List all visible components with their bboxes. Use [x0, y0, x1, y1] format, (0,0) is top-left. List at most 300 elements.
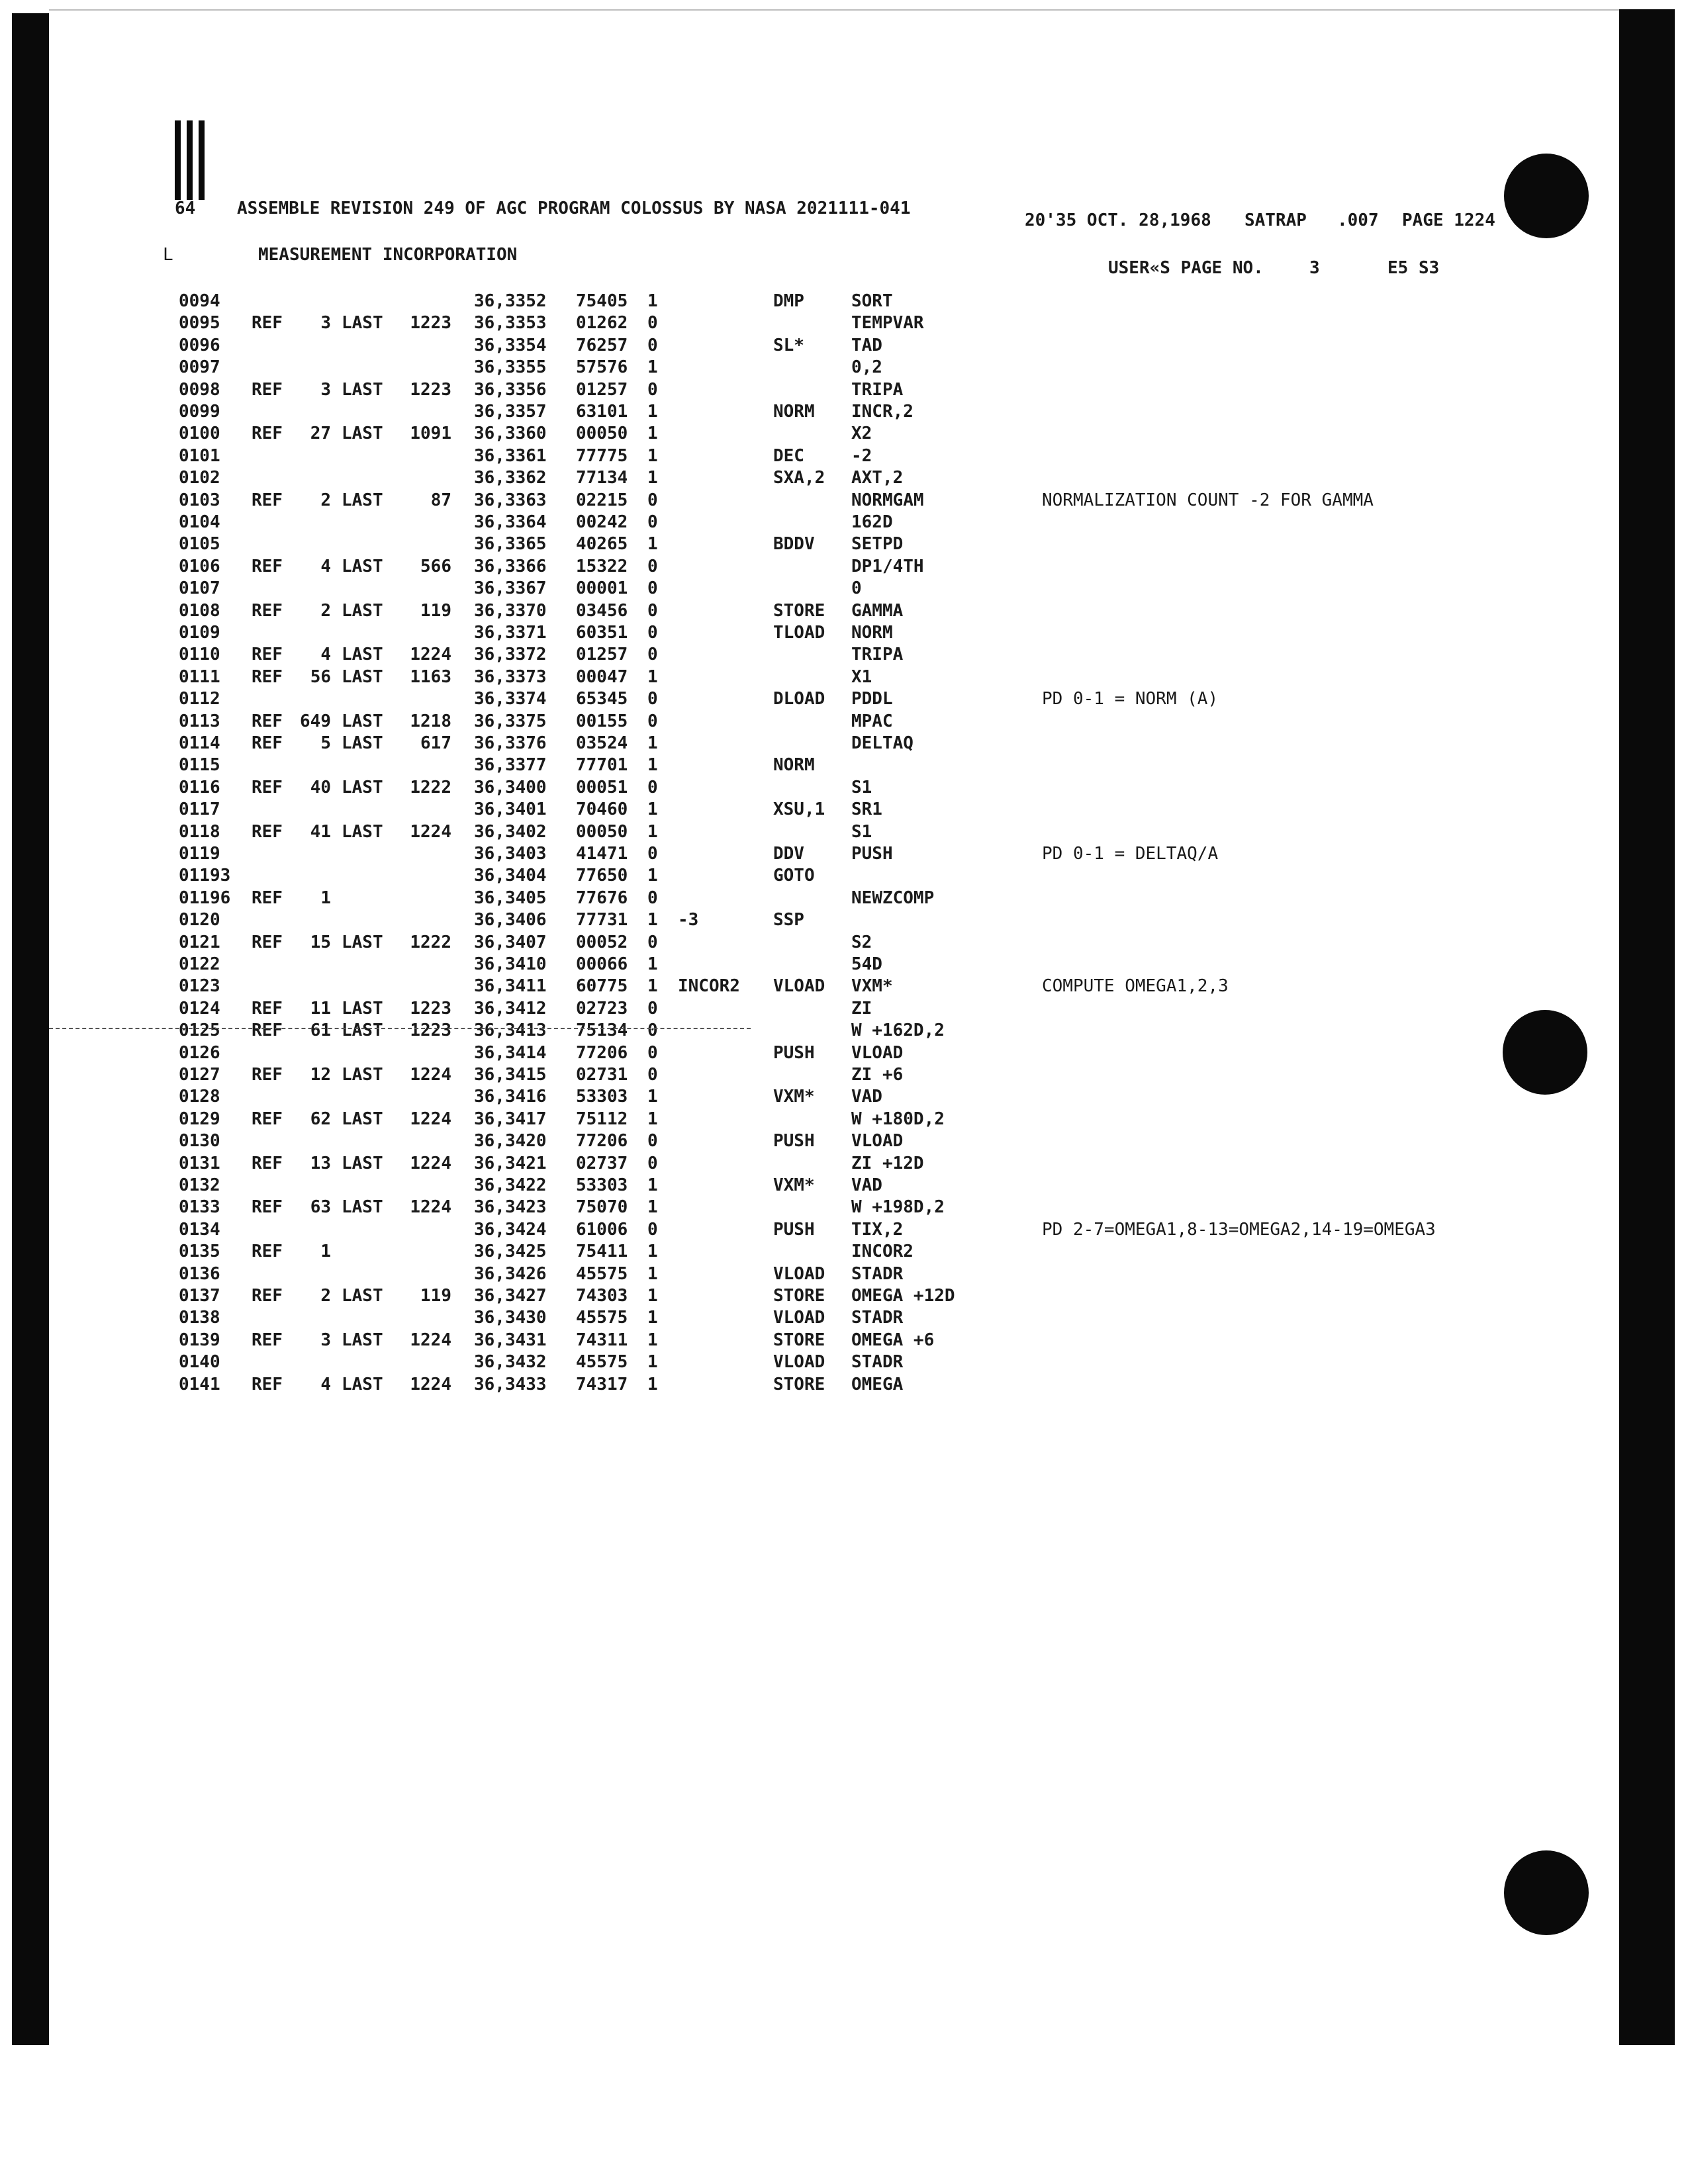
line-number: 0107 — [179, 578, 220, 599]
header-marker: 64 — [175, 199, 196, 218]
opcode: PUSH — [773, 1042, 815, 1063]
parity-bit: 1 — [647, 1109, 658, 1129]
line-number: 0103 — [179, 490, 220, 510]
address: 36,3360 — [474, 424, 547, 444]
ref-marker: REF — [252, 666, 283, 687]
ref-count: 15 — [310, 932, 331, 952]
left-margin-bar — [12, 13, 49, 2045]
ref-count: 649 — [300, 711, 331, 731]
ref-marker: REF — [252, 777, 283, 797]
parity-bit: 0 — [647, 932, 658, 952]
header-satrap-number: .007 — [1337, 210, 1379, 230]
address: 36,3426 — [474, 1263, 547, 1284]
address: 36,3416 — [474, 1087, 547, 1107]
parity-bit: 0 — [647, 313, 658, 334]
octal-code: 74311 — [576, 1330, 628, 1350]
parity-bit: 1 — [647, 1087, 658, 1107]
address: 36,3407 — [474, 932, 547, 952]
line-number: 0120 — [179, 910, 220, 931]
line-number: 0097 — [179, 357, 220, 378]
octal-code: 45575 — [576, 1352, 628, 1373]
punch-hole-bottom — [1504, 1850, 1589, 1935]
parity-bit: 0 — [647, 490, 658, 510]
ref-marker: REF — [252, 711, 283, 731]
parity-bit: 0 — [647, 998, 658, 1019]
right-margin-bar — [1619, 9, 1675, 2045]
address: 36,3402 — [474, 821, 547, 842]
opcode: VLOAD — [773, 1352, 825, 1373]
address: 36,3400 — [474, 777, 547, 797]
ref-marker: REF — [252, 490, 283, 510]
parity-bit: 1 — [647, 866, 658, 886]
octal-code: 74317 — [576, 1374, 628, 1394]
parity-bit: 1 — [647, 1242, 658, 1262]
line-number: 0130 — [179, 1131, 220, 1152]
last-page: 617 — [420, 733, 451, 753]
operand: 162D — [851, 512, 893, 532]
line-number: 0118 — [179, 821, 220, 842]
opcode: DEC — [773, 445, 804, 466]
last-page: 1223 — [410, 998, 451, 1019]
octal-code: 40265 — [576, 534, 628, 555]
address: 36,3406 — [474, 910, 547, 931]
last-label: LAST — [342, 1065, 383, 1085]
line-number: 0104 — [179, 512, 220, 532]
address: 36,3420 — [474, 1131, 547, 1152]
header-satrap: SATRAP — [1244, 210, 1307, 230]
line-number: 0131 — [179, 1153, 220, 1173]
line-number: 0102 — [179, 468, 220, 488]
opcode: DDV — [773, 844, 804, 864]
parity-bit: 1 — [647, 291, 658, 311]
ref-marker: REF — [252, 1065, 283, 1085]
line-number: 0096 — [179, 335, 220, 355]
opcode: STORE — [773, 1286, 825, 1306]
opcode: DLOAD — [773, 689, 825, 709]
ref-marker: REF — [252, 556, 283, 576]
ref-marker: REF — [252, 1021, 283, 1041]
operand: STADR — [851, 1308, 904, 1328]
address: 36,3411 — [474, 976, 547, 997]
address: 36,3421 — [474, 1153, 547, 1173]
user-page-code: E5 S3 — [1387, 258, 1440, 278]
parity-bit: 1 — [647, 445, 658, 466]
octal-code: 65345 — [576, 689, 628, 709]
octal-code: 77206 — [576, 1131, 628, 1152]
ref-marker: REF — [252, 998, 283, 1019]
parity-bit: 1 — [647, 666, 658, 687]
operand: MPAC — [851, 711, 893, 731]
line-number: 0113 — [179, 711, 220, 731]
parity-bit: 1 — [647, 1374, 658, 1394]
address: 36,3366 — [474, 556, 547, 576]
address: 36,3414 — [474, 1042, 547, 1063]
address: 36,3377 — [474, 755, 547, 776]
parity-bit: 0 — [647, 1153, 658, 1173]
address: 36,3417 — [474, 1109, 547, 1129]
parity-bit: 1 — [647, 799, 658, 820]
octal-code: 45575 — [576, 1263, 628, 1284]
line-number: 0132 — [179, 1175, 220, 1195]
last-page: 1224 — [410, 1109, 451, 1129]
parity-bit: 0 — [647, 844, 658, 864]
opcode: NORM — [773, 402, 815, 422]
last-label: LAST — [342, 490, 383, 510]
line-number: 0109 — [179, 623, 220, 643]
address: 36,3373 — [474, 666, 547, 687]
comment: COMPUTE OMEGA1,2,3 — [1042, 976, 1229, 997]
operand: TIX,2 — [851, 1219, 904, 1240]
header-title: ASSEMBLE REVISION 249 OF AGC PROGRAM COLOSSUS BY NASA 2021111-041 — [237, 199, 911, 218]
address: 36,3433 — [474, 1374, 547, 1394]
line-number: 0101 — [179, 445, 220, 466]
address: 36,3367 — [474, 578, 547, 599]
ref-marker: REF — [252, 600, 283, 621]
operand: 0,2 — [851, 357, 882, 378]
octal-code: 61006 — [576, 1219, 628, 1240]
parity-bit: 0 — [647, 600, 658, 621]
last-label: LAST — [342, 1109, 383, 1129]
last-page: 1224 — [410, 1330, 451, 1350]
line-number: 0121 — [179, 932, 220, 952]
octal-code: 45575 — [576, 1308, 628, 1328]
octal-code: 77701 — [576, 755, 628, 776]
octal-code: 63101 — [576, 402, 628, 422]
operand: DP1/4TH — [851, 556, 924, 576]
ref-count: 2 — [320, 1286, 331, 1306]
line-number: 0133 — [179, 1197, 220, 1218]
last-label: LAST — [342, 424, 383, 444]
address: 36,3362 — [474, 468, 547, 488]
last-page: 119 — [420, 600, 451, 621]
ref-marker: REF — [252, 645, 283, 665]
address: 36,3410 — [474, 954, 547, 974]
parity-bit: 0 — [647, 623, 658, 643]
octal-code: 00155 — [576, 711, 628, 731]
operand: TAD — [851, 335, 882, 355]
address: 36,3427 — [474, 1286, 547, 1306]
address: 36,3432 — [474, 1352, 547, 1373]
octal-code: 77134 — [576, 468, 628, 488]
parity-bit: 0 — [647, 777, 658, 797]
octal-code: 02731 — [576, 1065, 628, 1085]
operand: OMEGA +6 — [851, 1330, 935, 1350]
octal-code: 15322 — [576, 556, 628, 576]
user-page-number: 3 — [1309, 258, 1320, 278]
octal-code: 77731 — [576, 910, 628, 931]
last-label: LAST — [342, 1374, 383, 1394]
opcode: VLOAD — [773, 976, 825, 997]
opcode: DMP — [773, 291, 804, 311]
parity-bit: 0 — [647, 335, 658, 355]
ref-marker: REF — [252, 1197, 283, 1218]
ref-count: 3 — [320, 379, 331, 400]
parity-bit: 1 — [647, 733, 658, 753]
address: 36,3374 — [474, 689, 547, 709]
line-number: 0100 — [179, 424, 220, 444]
line-number: 0128 — [179, 1087, 220, 1107]
last-page: 1223 — [410, 313, 451, 334]
operand: STADR — [851, 1263, 904, 1284]
operand: X2 — [851, 424, 872, 444]
parity-bit: 0 — [647, 711, 658, 731]
address: 36,3365 — [474, 534, 547, 555]
octal-code: 00066 — [576, 954, 628, 974]
ref-count: 5 — [320, 733, 331, 753]
opcode: XSU,1 — [773, 799, 825, 820]
last-label: LAST — [342, 556, 383, 576]
operand: OMEGA — [851, 1374, 904, 1394]
line-number: 01193 — [179, 866, 231, 886]
address: 36,3364 — [474, 512, 547, 532]
octal-code: 00051 — [576, 777, 628, 797]
operand: NEWZCOMP — [851, 887, 935, 908]
line-number: 0117 — [179, 799, 220, 820]
operand: S2 — [851, 932, 872, 952]
parity-bit: 0 — [647, 578, 658, 599]
parity-bit: 1 — [647, 910, 658, 931]
ref-marker: REF — [252, 887, 283, 908]
operand: DELTAQ — [851, 733, 914, 753]
parity-bit: 0 — [647, 887, 658, 908]
ref-marker: REF — [252, 821, 283, 842]
operand: GAMMA — [851, 600, 904, 621]
parity-bit: 1 — [647, 1263, 658, 1284]
line-number: 0112 — [179, 689, 220, 709]
ref-marker: REF — [252, 1374, 283, 1394]
last-label: LAST — [342, 1153, 383, 1173]
operand: 0 — [851, 578, 862, 599]
line-number: 0138 — [179, 1308, 220, 1328]
last-page: 1224 — [410, 1153, 451, 1173]
last-page: 1163 — [410, 666, 451, 687]
line-number: 0110 — [179, 645, 220, 665]
octal-code: 75405 — [576, 291, 628, 311]
operand: VXM* — [851, 976, 893, 997]
parity-bit: 1 — [647, 954, 658, 974]
parity-bit: 1 — [647, 1308, 658, 1328]
comment: PD 0-1 = NORM (A) — [1042, 689, 1219, 709]
opcode: STORE — [773, 1330, 825, 1350]
octal-code: 76257 — [576, 335, 628, 355]
operand: SETPD — [851, 534, 904, 555]
address: 36,3375 — [474, 711, 547, 731]
comment: PD 0-1 = DELTAQ/A — [1042, 844, 1219, 864]
parity-bit: 0 — [647, 689, 658, 709]
octal-code: 00001 — [576, 578, 628, 599]
ref-count: 4 — [320, 556, 331, 576]
label: INCOR2 — [678, 976, 740, 997]
ref-count: 12 — [310, 1065, 331, 1085]
opcode: NORM — [773, 755, 815, 776]
last-label: LAST — [342, 1286, 383, 1306]
last-page: 1218 — [410, 711, 451, 731]
last-page: 1222 — [410, 932, 451, 952]
line-number: 0122 — [179, 954, 220, 974]
last-label: LAST — [342, 1197, 383, 1218]
parity-bit: 0 — [647, 1042, 658, 1063]
operand: 54D — [851, 954, 882, 974]
opcode: VLOAD — [773, 1263, 825, 1284]
operand: W +180D,2 — [851, 1109, 945, 1129]
operand: VLOAD — [851, 1131, 904, 1152]
ref-count: 62 — [310, 1109, 331, 1129]
top-rule — [49, 9, 1619, 11]
parity-bit: 1 — [647, 402, 658, 422]
punch-hole-top — [1504, 154, 1589, 238]
parity-bit: 0 — [647, 1021, 658, 1041]
line-number: 0105 — [179, 534, 220, 555]
address: 36,3372 — [474, 645, 547, 665]
operand: VAD — [851, 1087, 882, 1107]
opcode: PUSH — [773, 1131, 815, 1152]
section-title: MEASUREMENT INCORPORATION — [258, 245, 518, 265]
octal-code: 00047 — [576, 666, 628, 687]
ref-count: 3 — [320, 313, 331, 334]
operand: INCR,2 — [851, 402, 914, 422]
last-label: LAST — [342, 666, 383, 687]
operand: VLOAD — [851, 1042, 904, 1063]
operand: X1 — [851, 666, 872, 687]
last-label: LAST — [342, 733, 383, 753]
line-number: 0137 — [179, 1286, 220, 1306]
operand: NORMGAM — [851, 490, 924, 510]
line-number: 0119 — [179, 844, 220, 864]
last-label: LAST — [342, 313, 383, 334]
operand: OMEGA +12D — [851, 1286, 955, 1306]
operand: W +198D,2 — [851, 1197, 945, 1218]
opcode: TLOAD — [773, 623, 825, 643]
ref-marker: REF — [252, 932, 283, 952]
ref-count: 61 — [310, 1021, 331, 1041]
octal-code: 57576 — [576, 357, 628, 378]
octal-code: 60351 — [576, 623, 628, 643]
line-number: 0094 — [179, 291, 220, 311]
last-label: LAST — [342, 711, 383, 731]
operand: PDDL — [851, 689, 893, 709]
octal-code: 02215 — [576, 490, 628, 510]
ref-marker: REF — [252, 733, 283, 753]
parity-bit: 1 — [647, 821, 658, 842]
opcode: SL* — [773, 335, 804, 355]
octal-code: 01257 — [576, 645, 628, 665]
octal-code: 75134 — [576, 1021, 628, 1041]
header-page-number: PAGE 1224 — [1402, 210, 1495, 230]
address: 36,3354 — [474, 335, 547, 355]
last-page: 1223 — [410, 1021, 451, 1041]
line-number: 0125 — [179, 1021, 220, 1041]
parity-bit: 0 — [647, 556, 658, 576]
address: 36,3363 — [474, 490, 547, 510]
parity-bit: 0 — [647, 512, 658, 532]
opcode: VXM* — [773, 1087, 815, 1107]
address: 36,3425 — [474, 1242, 547, 1262]
opcode: STORE — [773, 1374, 825, 1394]
line-number: 0095 — [179, 313, 220, 334]
line-number: 0106 — [179, 556, 220, 576]
last-label: LAST — [342, 645, 383, 665]
last-page: 566 — [420, 556, 451, 576]
parity-bit: 1 — [647, 1330, 658, 1350]
line-number: 0123 — [179, 976, 220, 997]
operand: ZI — [851, 998, 872, 1019]
last-label: LAST — [342, 1021, 383, 1041]
address: 36,3412 — [474, 998, 547, 1019]
octal-code: 41471 — [576, 844, 628, 864]
last-page: 119 — [420, 1286, 451, 1306]
octal-code: 75070 — [576, 1197, 628, 1218]
operand: INCOR2 — [851, 1242, 914, 1262]
opcode: SXA,2 — [773, 468, 825, 488]
address: 36,3415 — [474, 1065, 547, 1085]
parity-bit: 0 — [647, 1131, 658, 1152]
leader-line — [49, 1028, 751, 1029]
address: 36,3404 — [474, 866, 547, 886]
last-label: LAST — [342, 932, 383, 952]
last-page: 1224 — [410, 645, 451, 665]
ref-count: 4 — [320, 1374, 331, 1394]
octal-code: 77206 — [576, 1042, 628, 1063]
octal-code: 01257 — [576, 379, 628, 400]
line-number: 0127 — [179, 1065, 220, 1085]
ref-count: 4 — [320, 645, 331, 665]
ref-marker: REF — [252, 1286, 283, 1306]
address: 36,3371 — [474, 623, 547, 643]
last-page: 1222 — [410, 777, 451, 797]
operand: TEMPVAR — [851, 313, 924, 334]
header-column-l: L — [163, 245, 173, 265]
parity-bit: 1 — [647, 357, 658, 378]
parity-bit: 1 — [647, 468, 658, 488]
line-number: 0136 — [179, 1263, 220, 1284]
ref-count: 41 — [310, 821, 331, 842]
octal-code: 00050 — [576, 821, 628, 842]
address: 36,3403 — [474, 844, 547, 864]
line-number: 0126 — [179, 1042, 220, 1063]
octal-code: 53303 — [576, 1087, 628, 1107]
ref-marker: REF — [252, 1109, 283, 1129]
last-page: 1224 — [410, 1065, 451, 1085]
opcode: VXM* — [773, 1175, 815, 1195]
line-number: 0116 — [179, 777, 220, 797]
line-number: 0134 — [179, 1219, 220, 1240]
ref-count: 2 — [320, 600, 331, 621]
opcode: STORE — [773, 600, 825, 621]
octal-code: 53303 — [576, 1175, 628, 1195]
ref-marker: REF — [252, 1153, 283, 1173]
parity-bit: 0 — [647, 379, 658, 400]
parity-bit: 1 — [647, 1197, 658, 1218]
octal-code: 75411 — [576, 1242, 628, 1262]
comment: NORMALIZATION COUNT -2 FOR GAMMA — [1042, 490, 1374, 510]
line-number: 0129 — [179, 1109, 220, 1129]
punch-hole-middle — [1503, 1010, 1587, 1095]
address: 36,3405 — [474, 887, 547, 908]
ref-count: 2 — [320, 490, 331, 510]
last-page: 87 — [430, 490, 451, 510]
address: 36,3431 — [474, 1330, 547, 1350]
octal-code: 03524 — [576, 733, 628, 753]
ref-count: 1 — [320, 887, 331, 908]
octal-code: 77650 — [576, 866, 628, 886]
binder-marks — [175, 120, 214, 200]
ref-count: 13 — [310, 1153, 331, 1173]
octal-code: 77676 — [576, 887, 628, 908]
address: 36,3424 — [474, 1219, 547, 1240]
last-label: LAST — [342, 1330, 383, 1350]
parity-bit: 1 — [647, 424, 658, 444]
address: 36,3361 — [474, 445, 547, 466]
